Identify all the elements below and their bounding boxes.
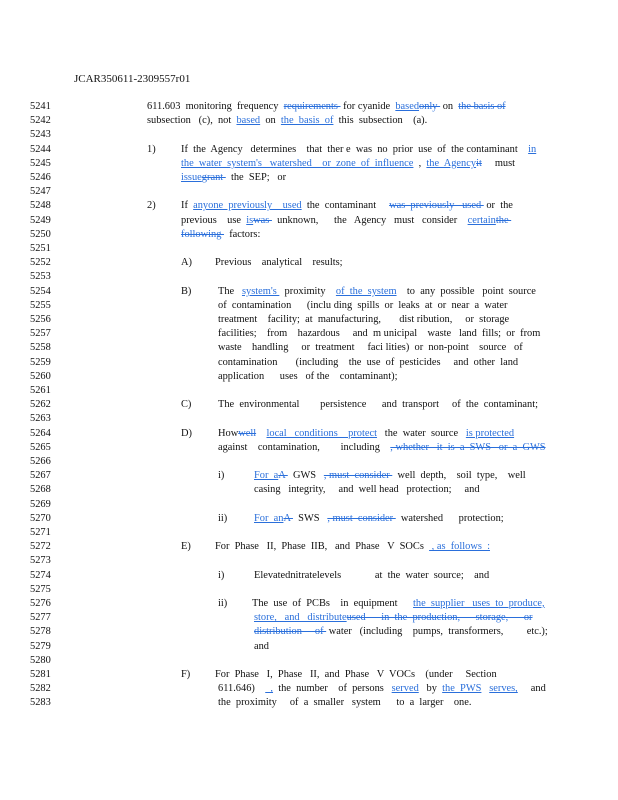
document-line — [0, 540, 618, 554]
line-number: 5246 — [30, 172, 51, 183]
line-number: 5242 — [30, 115, 51, 127]
inserted-text: is — [246, 214, 254, 226]
inserted-text: the supplier uses to produce, — [413, 598, 545, 609]
line-number: 5268 — [30, 484, 51, 496]
deleted-text: requirements — [283, 101, 341, 112]
line-number: 5269 — [30, 498, 51, 510]
deleted-text: , must consider — [327, 512, 396, 524]
line-number: 5281 — [30, 669, 51, 680]
line-segment — [181, 668, 190, 682]
line-number: 5253 — [30, 271, 51, 283]
document-line — [0, 526, 618, 540]
document-line — [0, 100, 618, 114]
deleted-text: the — [495, 214, 512, 226]
line-segment — [218, 512, 227, 526]
line-segment — [218, 569, 224, 583]
line-segment — [181, 540, 191, 554]
line-segment — [218, 398, 538, 412]
text-run: for cyanide — [340, 101, 396, 112]
document-line — [0, 199, 618, 213]
line-segment — [218, 285, 536, 299]
text-run: ii) — [218, 598, 228, 609]
line-segment — [218, 469, 224, 483]
document-line — [0, 611, 618, 625]
line-segment — [181, 214, 511, 228]
line-number: 5272 — [30, 541, 51, 553]
text-run: application uses of the contaminant); — [218, 370, 398, 382]
deleted-text: A — [278, 470, 288, 482]
text-run: Elevatednitratelevels at the water source; and — [254, 569, 490, 581]
document-line — [0, 682, 618, 696]
inserted-text: based — [395, 101, 420, 112]
inserted-text: For a — [254, 470, 279, 482]
inserted-text: local conditions protect — [266, 427, 378, 439]
inserted-text: certain — [467, 214, 496, 226]
text-run: D) — [181, 427, 192, 439]
line-number: 5267 — [30, 470, 51, 482]
document-line — [0, 696, 618, 710]
line-number: 5244 — [30, 143, 51, 155]
text-run: A) — [181, 257, 192, 269]
line-segment — [215, 668, 497, 682]
text-run: subsection (c), not — [147, 115, 237, 127]
document-line — [0, 640, 618, 654]
document-line — [0, 114, 618, 128]
inserted-text: the PWS — [442, 683, 482, 695]
line-number: 5266 — [30, 456, 51, 467]
line-number: 5247 — [30, 186, 51, 198]
line-segment — [181, 398, 191, 412]
line-segment — [218, 441, 546, 455]
text-run — [256, 428, 266, 439]
text-run: watershed protection; — [395, 512, 504, 524]
line-number: 5256 — [30, 314, 51, 325]
text-run: i) — [218, 569, 225, 581]
line-segment — [181, 171, 286, 185]
line-number: 5254 — [30, 285, 51, 297]
inserted-text: , as follows : — [429, 541, 490, 553]
deleted-text: A — [283, 512, 293, 524]
line-segment — [218, 341, 523, 355]
line-segment — [181, 157, 515, 171]
line-number: 5279 — [30, 640, 51, 652]
text-run: treatment facility; at manufacturing, dist ribution, or storage — [218, 314, 510, 325]
text-run: facilities; from hazardous and m unicipal waste land fills; or from — [218, 328, 541, 340]
text-run: on — [260, 115, 281, 127]
text-run: If — [181, 200, 194, 212]
line-segment — [147, 143, 156, 157]
text-run: The environmental persistence and transport of the contaminant; — [218, 399, 538, 411]
text-run: waste handling or treatment faci lities) or non-point source of — [218, 342, 523, 354]
document-line — [0, 299, 618, 313]
line-segment — [181, 256, 192, 270]
document-line — [0, 654, 618, 668]
text-run: the water source — [377, 427, 466, 439]
text-run: How — [218, 427, 239, 439]
text-run: For Phase I, Phase II, and Phase V VOCs (under Section — [215, 669, 497, 680]
document-line — [0, 228, 618, 242]
text-run: C) — [181, 399, 192, 411]
text-run: previous use — [181, 214, 247, 226]
text-run: and — [517, 683, 546, 695]
line-segment — [215, 256, 343, 270]
text-run: F) — [181, 669, 191, 680]
deleted-text: only — [419, 101, 441, 112]
line-number: 5282 — [30, 683, 51, 695]
inserted-text: in — [528, 143, 537, 155]
text-run: 611.646) — [218, 683, 266, 695]
text-run: If the Agency determines that ther e was no prior use of the contaminant — [181, 143, 529, 155]
line-number: 5250 — [30, 228, 51, 240]
document-line — [0, 143, 618, 157]
line-number: 5251 — [30, 243, 51, 254]
line-segment — [181, 228, 260, 242]
document-line — [0, 597, 618, 611]
text-run: the SEP; or — [225, 172, 287, 183]
document-line — [0, 398, 618, 412]
line-segment — [252, 597, 545, 611]
line-number: 5265 — [30, 441, 51, 453]
line-number: 5243 — [30, 129, 51, 141]
line-segment — [218, 427, 514, 441]
inserted-text: store, and distribute — [254, 612, 347, 624]
inserted-text: , — [265, 683, 274, 695]
text-run: 1) — [147, 143, 156, 155]
text-run: by — [418, 683, 443, 695]
document-line — [0, 313, 618, 327]
inserted-text: the basis of — [280, 115, 334, 127]
inserted-text: served — [391, 683, 419, 695]
text-run: or the — [483, 200, 513, 212]
text-run: the contaminant — [301, 200, 390, 212]
line-segment — [218, 313, 509, 327]
inserted-text: the Agency — [426, 157, 477, 169]
document-line — [0, 668, 618, 682]
text-run: the number of persons — [273, 683, 392, 695]
document-line — [0, 583, 618, 597]
deleted-text: was previously used — [389, 200, 484, 212]
line-number: 5248 — [30, 200, 51, 212]
inserted-text: For an — [254, 512, 284, 524]
line-segment — [147, 199, 156, 213]
document-line — [0, 512, 618, 526]
text-run: GWS — [287, 470, 324, 482]
line-segment — [147, 114, 427, 128]
line-number: 5241 — [30, 101, 51, 112]
document-line — [0, 412, 618, 426]
document-line — [0, 171, 618, 185]
line-segment — [218, 682, 546, 696]
line-segment — [181, 143, 536, 157]
document-line — [0, 341, 618, 355]
line-number: 5264 — [30, 427, 51, 439]
text-run: B) — [181, 285, 192, 297]
line-number: 5255 — [30, 299, 51, 311]
line-number: 5258 — [30, 342, 51, 354]
text-run: water (including pumps, transformers, etc.); — [326, 626, 548, 638]
line-segment — [254, 512, 504, 526]
text-run: of contamination (inclu ding spills or leaks at or near a water — [218, 299, 508, 311]
document-line — [0, 214, 618, 228]
deleted-text: was — [253, 214, 272, 226]
deleted-text: following — [181, 228, 225, 240]
line-segment — [218, 327, 540, 341]
document-line — [0, 256, 618, 270]
inserted-text: is protected — [465, 427, 515, 439]
deleted-text: the basis of — [458, 101, 506, 112]
line-number: 5245 — [30, 157, 51, 169]
deleted-text: it — [476, 157, 482, 169]
document-line — [0, 128, 618, 142]
document-line — [0, 455, 618, 469]
line-number: 5259 — [30, 356, 51, 368]
inserted-text: based — [236, 115, 261, 127]
line-segment — [218, 597, 227, 611]
text-run: to any possible point source — [396, 285, 536, 297]
line-number: 5260 — [30, 370, 51, 382]
document-line — [0, 157, 618, 171]
document-line — [0, 441, 618, 455]
line-segment — [254, 483, 480, 497]
line-number: 5261 — [30, 385, 51, 396]
text-run: 611.603 monitoring frequency — [147, 101, 284, 112]
text-run: on — [440, 101, 459, 112]
document-line — [0, 327, 618, 341]
line-segment — [218, 370, 397, 384]
text-run: i) — [218, 470, 225, 482]
deleted-text: well — [238, 427, 257, 439]
line-segment — [218, 356, 518, 370]
line-segment — [181, 427, 192, 441]
document-line — [0, 469, 618, 483]
line-number: 5278 — [30, 626, 51, 638]
line-number: 5283 — [30, 697, 51, 709]
line-segment — [181, 199, 513, 213]
text-run: 2) — [147, 200, 156, 212]
text-run: The use of PCBs in equipment — [252, 598, 414, 609]
line-segment — [215, 540, 490, 554]
line-number: 5277 — [30, 612, 51, 624]
line-segment — [254, 640, 269, 654]
text-run: and — [254, 640, 270, 652]
document-line — [0, 356, 618, 370]
text-run: ii) — [218, 512, 228, 524]
text-run: casing integrity, and well head protection; and — [254, 484, 480, 496]
document-line — [0, 483, 618, 497]
deleted-text: grant — [201, 172, 226, 183]
document-id: JCAR350611-2309557r01 — [74, 73, 191, 85]
text-run: the proximity of a smaller system to a larger one. — [218, 697, 472, 709]
document-line — [0, 242, 618, 256]
text-run: unknown, the Agency must consider — [271, 214, 468, 226]
line-number: 5270 — [30, 512, 51, 524]
text-run: proximity — [279, 285, 336, 297]
line-segment — [181, 285, 191, 299]
inserted-text: serves, — [489, 683, 518, 695]
deleted-text: , must consider — [323, 470, 393, 482]
inserted-text: issue — [181, 172, 202, 183]
document-line — [0, 427, 618, 441]
line-number: 5274 — [30, 569, 51, 581]
text-run: Previous analytical results; — [215, 257, 343, 269]
line-number: 5263 — [30, 413, 51, 425]
document-line — [0, 270, 618, 284]
deleted-text: distribution of — [254, 626, 327, 638]
text-run: this subsection (a). — [333, 115, 428, 127]
line-segment — [147, 100, 506, 114]
text-run: E) — [181, 541, 191, 553]
line-number: 5273 — [30, 555, 51, 567]
line-segment — [254, 625, 548, 639]
line-segment — [218, 299, 507, 313]
inserted-text: system's — [241, 285, 280, 297]
line-number: 5252 — [30, 257, 51, 269]
line-number: 5262 — [30, 399, 51, 411]
document-line — [0, 185, 618, 199]
line-number: 5276 — [30, 598, 51, 609]
document-line — [0, 569, 618, 583]
line-number: 5271 — [30, 527, 51, 538]
line-segment — [254, 469, 526, 483]
line-segment — [254, 569, 489, 583]
document-line — [0, 625, 618, 639]
deleted-text: , whether it is a SWS or a GWS — [390, 441, 546, 453]
text-run: contamination (including the use of pesticides and other land — [218, 356, 519, 368]
document-line — [0, 554, 618, 568]
text-run: SWS — [292, 512, 328, 524]
line-number: 5257 — [30, 328, 51, 340]
document-line — [0, 498, 618, 512]
text-run: The — [218, 285, 242, 297]
inserted-text: anyone previously used — [193, 200, 302, 212]
text-run: , — [413, 157, 427, 169]
document-line — [0, 384, 618, 398]
text-run: well depth, soil type, well — [392, 470, 526, 482]
text-run: against contamination, including — [218, 441, 391, 453]
line-segment — [218, 696, 471, 710]
inserted-text: the water system's watershed or zone of influence — [181, 157, 414, 169]
line-number: 5249 — [30, 214, 51, 226]
line-number: 5275 — [30, 583, 51, 595]
text-run: factors: — [224, 228, 261, 240]
document-line — [0, 370, 618, 384]
document-line — [0, 285, 618, 299]
text-run: For Phase II, Phase IIB, and Phase V SOCs — [215, 541, 430, 553]
line-segment — [254, 611, 533, 625]
deleted-text: used in the production, storage, or — [346, 612, 533, 624]
inserted-text: of the system — [335, 285, 397, 297]
line-number: 5280 — [30, 654, 51, 666]
text-run: must — [481, 157, 516, 169]
